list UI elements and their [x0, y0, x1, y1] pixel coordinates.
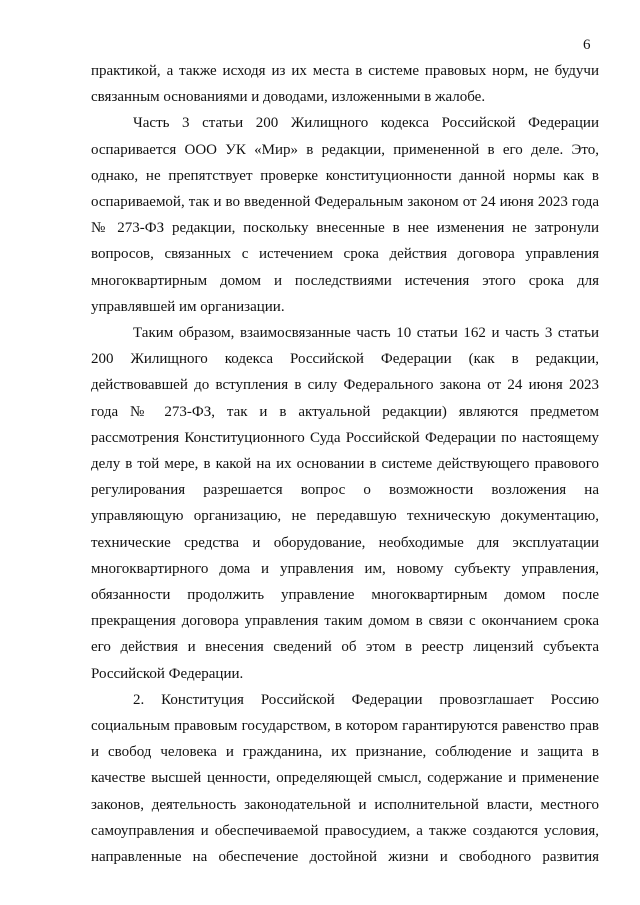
paragraph-article-200: Часть 3 статьи 200 Жилищного кодекса Российской Федерации оспаривается ООО УК «Мир» в редакции, примененной в его деле. Это, однако, не препятствует проверке конституционности данной нормы как в оспариваемой, так и во введенной Федеральным законом от 24 июня 2023 года № 273-ФЗ редакции, поскольку внесенные в нее изменения не затронули вопросов, связанных с истечением срока действия договора управления многоквартирным домом и последствиями истечения этого срока для управлявшей им организации. [91, 115, 599, 315]
paragraph-section-2: 2. Конституция Российской Федерации провозглашает Россию социальным правовым государством, в котором гарантируются равенство прав и свобод человека и гражданина, их признание, соблюдение и защита в качестве высшей ценности, определяющей смысл, содержание и применение законов, деятельность законодательной и исполнительной власти, местного самоуправления и обеспечиваемой правосудием, а также создаются условия, направленные на обеспечение достойной жизни и свободного развития [91, 691, 599, 866]
document-body [91, 58, 599, 870]
page-number: 6 [583, 37, 591, 53]
paragraph-subject-of-review: Таким образом, взаимосвязанные часть 10 статьи 162 и часть 3 статьи 200 Жилищного кодекса Российской Федерации (как в редакции, действовавшей до вступления в силу Федерального закона от 24 июня 2023 года № 273-ФЗ, так и в актуальной редакции) являются предметом рассмотрения Конституционного Суда Российской Федерации по настоящему делу в той мере, в какой на их основании в системе действующего правового регулирования разрешается вопрос о возможности возложения на управляющую организацию, не передавшую техническую документацию, технические средства и оборудование, необходимые для эксплуатации многоквартирного дома и управления им, новому субъекту управления, обязанности продолжить управление многоквартирным домом после прекращения договора управления таким домом в связи с окончанием срока его действия и внесения сведений об этом в реестр лицензий субъекта Российской Федерации. [91, 325, 599, 682]
paragraph-continuation: практикой, а также исходя из их места в системе правовых норм, не будучи связанным основаниями и доводами, изложенными в жалобе. [91, 63, 599, 106]
